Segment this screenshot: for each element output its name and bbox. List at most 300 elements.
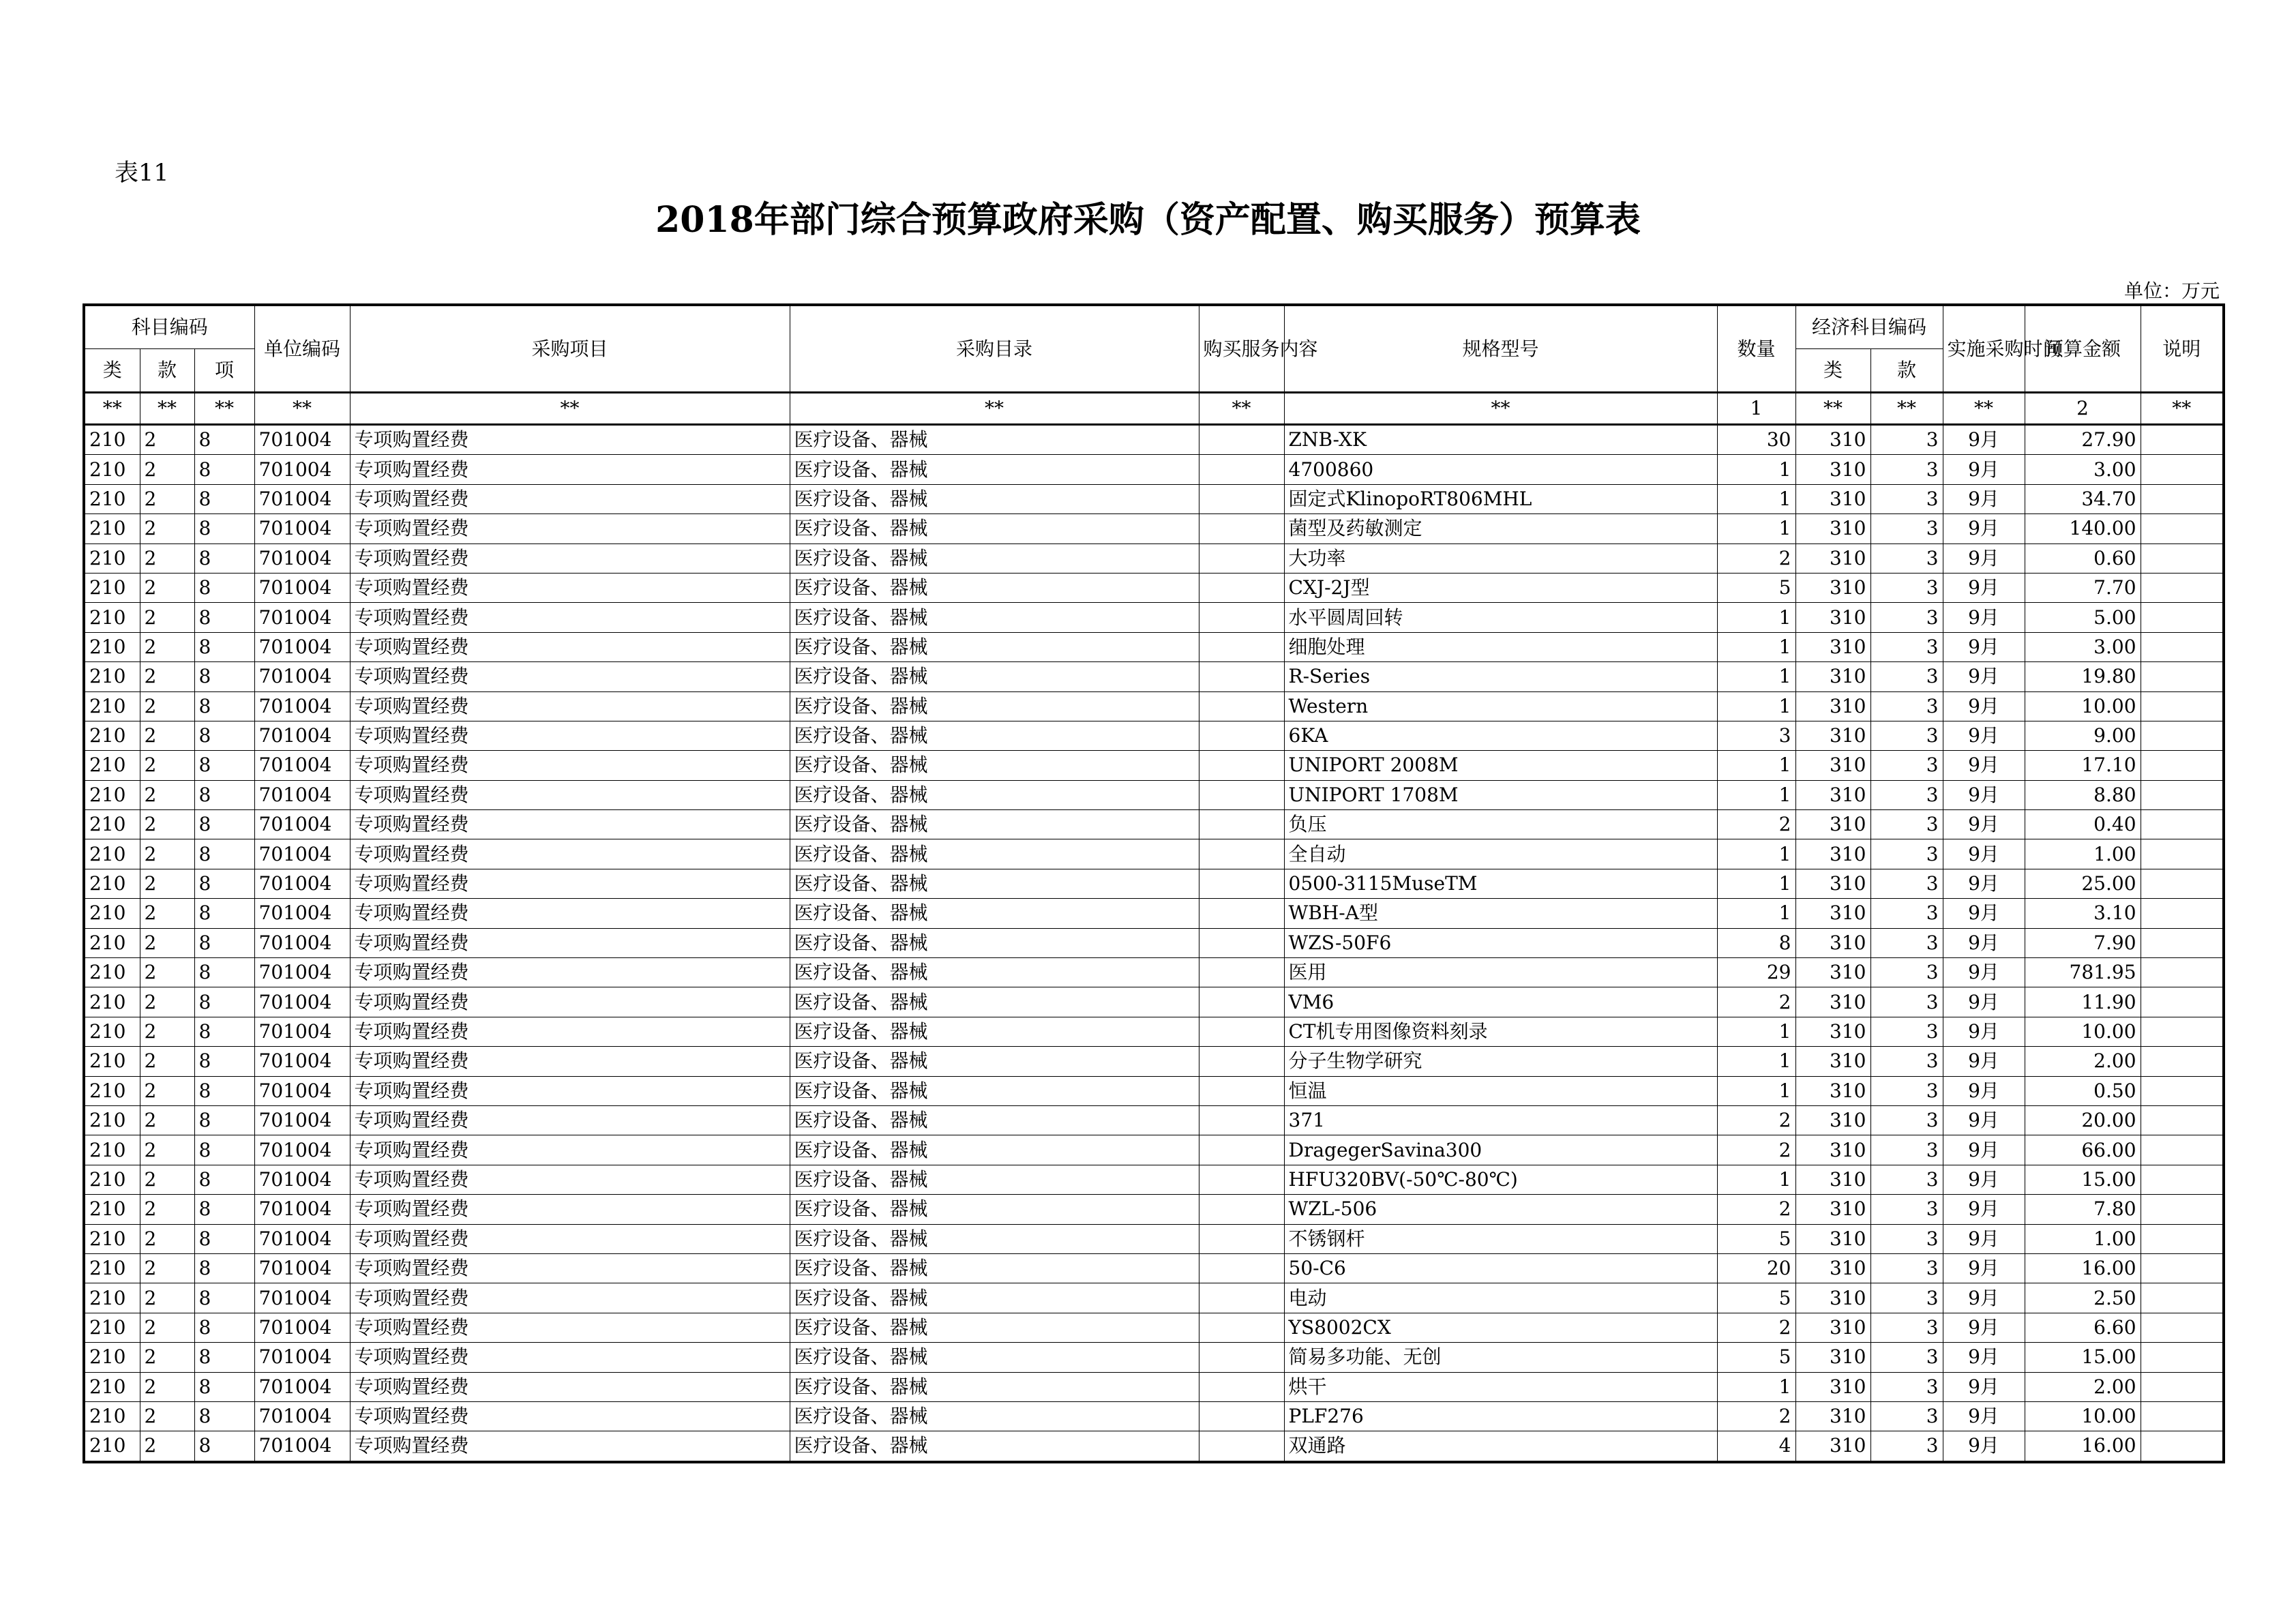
- table-row: [84, 1135, 2224, 1165]
- cell-spec: 恒温: [1284, 1076, 1717, 1105]
- cell-qty: 1: [1717, 514, 1795, 544]
- cell-project: 专项购置经费: [350, 484, 790, 513]
- cell-unit: 701004: [254, 869, 350, 898]
- cell-xiang: 8: [194, 573, 254, 602]
- cell-catalog: 医疗设备、器械: [790, 928, 1199, 957]
- cell-time: 9月: [1943, 544, 2025, 573]
- cell-econ-lei: 310: [1795, 1017, 1870, 1046]
- cell-note: [2141, 425, 2224, 455]
- column-index-cell: **: [1284, 393, 1717, 425]
- cell-kuan: 2: [140, 839, 194, 869]
- cell-spec: WZL-506: [1284, 1195, 1717, 1224]
- cell-catalog: 医疗设备、器械: [790, 632, 1199, 661]
- cell-qty: 1: [1717, 1017, 1795, 1046]
- cell-amount: 2.00: [2025, 1372, 2141, 1401]
- cell-xiang: 8: [194, 839, 254, 869]
- cell-xiang: 8: [194, 1401, 254, 1431]
- cell-qty: 1: [1717, 455, 1795, 484]
- cell-unit: 701004: [254, 1165, 350, 1194]
- cell-catalog: 医疗设备、器械: [790, 721, 1199, 750]
- cell-unit: 701004: [254, 1431, 350, 1462]
- cell-time: 9月: [1943, 1431, 2025, 1462]
- cell-project: 专项购置经费: [350, 780, 790, 809]
- cell-catalog: 医疗设备、器械: [790, 869, 1199, 898]
- cell-qty: 1: [1717, 603, 1795, 632]
- cell-unit: 701004: [254, 780, 350, 809]
- cell-catalog: 医疗设备、器械: [790, 1135, 1199, 1165]
- cell-unit: 701004: [254, 1135, 350, 1165]
- cell-amount: 0.50: [2025, 1076, 2141, 1105]
- cell-service: [1199, 721, 1284, 750]
- cell-xiang: 8: [194, 603, 254, 632]
- cell-kuan: 2: [140, 958, 194, 987]
- cell-xiang: 8: [194, 958, 254, 987]
- table-row: [84, 1343, 2224, 1372]
- cell-lei: 210: [84, 958, 140, 987]
- cell-lei: 210: [84, 899, 140, 928]
- cell-xiang: 8: [194, 544, 254, 573]
- cell-spec: DragegerSavina300: [1284, 1135, 1717, 1165]
- cell-spec: YS8002CX: [1284, 1313, 1717, 1342]
- cell-service: [1199, 691, 1284, 721]
- cell-catalog: 医疗设备、器械: [790, 958, 1199, 987]
- cell-qty: 20: [1717, 1253, 1795, 1283]
- cell-service: [1199, 455, 1284, 484]
- cell-spec: 6KA: [1284, 721, 1717, 750]
- cell-note: [2141, 780, 2224, 809]
- cell-note: [2141, 691, 2224, 721]
- cell-spec: 双通路: [1284, 1431, 1717, 1462]
- cell-qty: 2: [1717, 1105, 1795, 1135]
- cell-econ-lei: 310: [1795, 1105, 1870, 1135]
- cell-amount: 19.80: [2025, 662, 2141, 691]
- cell-spec: 水平圆周回转: [1284, 603, 1717, 632]
- cell-kuan: 2: [140, 869, 194, 898]
- cell-amount: 20.00: [2025, 1105, 2141, 1135]
- cell-time: 9月: [1943, 1283, 2025, 1313]
- cell-project: 专项购置经费: [350, 691, 790, 721]
- header-econ-lei: 类: [1795, 349, 1870, 393]
- cell-catalog: 医疗设备、器械: [790, 899, 1199, 928]
- cell-time: 9月: [1943, 484, 2025, 513]
- cell-econ-lei: 310: [1795, 632, 1870, 661]
- cell-project: 专项购置经费: [350, 869, 790, 898]
- cell-catalog: 医疗设备、器械: [790, 484, 1199, 513]
- cell-project: 专项购置经费: [350, 987, 790, 1017]
- table-row: [84, 780, 2224, 809]
- cell-spec: CXJ-2J型: [1284, 573, 1717, 602]
- cell-service: [1199, 425, 1284, 455]
- cell-lei: 210: [84, 780, 140, 809]
- cell-qty: 1: [1717, 484, 1795, 513]
- cell-unit: 701004: [254, 484, 350, 513]
- cell-lei: 210: [84, 455, 140, 484]
- cell-qty: 1: [1717, 1076, 1795, 1105]
- cell-econ-kuan: 3: [1870, 425, 1943, 455]
- cell-kuan: 2: [140, 810, 194, 839]
- cell-spec: ZNB-XK: [1284, 425, 1717, 455]
- header-spec: 规格型号: [1284, 305, 1717, 393]
- cell-project: 专项购置经费: [350, 1017, 790, 1046]
- cell-service: [1199, 1135, 1284, 1165]
- cell-note: [2141, 839, 2224, 869]
- cell-note: [2141, 928, 2224, 957]
- column-index-cell: **: [1943, 393, 2025, 425]
- cell-service: [1199, 1253, 1284, 1283]
- cell-kuan: 2: [140, 928, 194, 957]
- cell-qty: 2: [1717, 544, 1795, 573]
- cell-service: [1199, 1165, 1284, 1194]
- cell-time: 9月: [1943, 721, 2025, 750]
- cell-lei: 210: [84, 721, 140, 750]
- cell-lei: 210: [84, 603, 140, 632]
- cell-catalog: 医疗设备、器械: [790, 987, 1199, 1017]
- cell-unit: 701004: [254, 662, 350, 691]
- cell-time: 9月: [1943, 1017, 2025, 1046]
- cell-service: [1199, 839, 1284, 869]
- cell-service: [1199, 1343, 1284, 1372]
- cell-spec: R-Series: [1284, 662, 1717, 691]
- cell-econ-lei: 310: [1795, 1343, 1870, 1372]
- cell-lei: 210: [84, 1283, 140, 1313]
- header-project: 采购项目: [350, 305, 790, 393]
- cell-time: 9月: [1943, 1343, 2025, 1372]
- cell-econ-lei: 310: [1795, 603, 1870, 632]
- cell-econ-lei: 310: [1795, 958, 1870, 987]
- cell-project: 专项购置经费: [350, 928, 790, 957]
- cell-note: [2141, 1135, 2224, 1165]
- cell-xiang: 8: [194, 1195, 254, 1224]
- cell-note: [2141, 1076, 2224, 1105]
- cell-project: 专项购置经费: [350, 1431, 790, 1462]
- cell-kuan: 2: [140, 1105, 194, 1135]
- cell-kuan: 2: [140, 1165, 194, 1194]
- cell-project: 专项购置经费: [350, 632, 790, 661]
- cell-econ-kuan: 3: [1870, 1076, 1943, 1105]
- cell-lei: 210: [84, 1195, 140, 1224]
- cell-catalog: 医疗设备、器械: [790, 455, 1199, 484]
- cell-econ-kuan: 3: [1870, 1224, 1943, 1253]
- cell-service: [1199, 484, 1284, 513]
- cell-xiang: 8: [194, 899, 254, 928]
- unit-label: 单位：万元: [2123, 280, 2220, 302]
- column-index-row: [84, 393, 2224, 425]
- header-time: 实施采购时间: [1943, 305, 2025, 393]
- table-row: [84, 1224, 2224, 1253]
- cell-spec: 烘干: [1284, 1372, 1717, 1401]
- cell-time: 9月: [1943, 1313, 2025, 1342]
- header-catalog: 采购目录: [790, 305, 1199, 393]
- cell-lei: 210: [84, 751, 140, 780]
- cell-econ-kuan: 3: [1870, 810, 1943, 839]
- cell-econ-lei: 310: [1795, 455, 1870, 484]
- cell-econ-kuan: 3: [1870, 958, 1943, 987]
- cell-qty: 2: [1717, 1135, 1795, 1165]
- cell-amount: 17.10: [2025, 751, 2141, 780]
- cell-qty: 2: [1717, 987, 1795, 1017]
- cell-amount: 11.90: [2025, 987, 2141, 1017]
- cell-note: [2141, 1313, 2224, 1342]
- cell-xiang: 8: [194, 721, 254, 750]
- cell-catalog: 医疗设备、器械: [790, 514, 1199, 544]
- cell-qty: 5: [1717, 1343, 1795, 1372]
- header-note: 说明: [2141, 305, 2224, 393]
- cell-service: [1199, 603, 1284, 632]
- cell-econ-kuan: 3: [1870, 899, 1943, 928]
- header-service: 购买服务内容: [1199, 305, 1284, 393]
- cell-econ-kuan: 3: [1870, 1047, 1943, 1076]
- cell-project: 专项购置经费: [350, 1047, 790, 1076]
- cell-amount: 1.00: [2025, 1224, 2141, 1253]
- cell-project: 专项购置经费: [350, 1165, 790, 1194]
- header-lei: 类: [84, 349, 140, 393]
- cell-note: [2141, 810, 2224, 839]
- cell-econ-lei: 310: [1795, 869, 1870, 898]
- column-index-cell: **: [790, 393, 1199, 425]
- cell-note: [2141, 1165, 2224, 1194]
- cell-econ-lei: 310: [1795, 1253, 1870, 1283]
- cell-catalog: 医疗设备、器械: [790, 839, 1199, 869]
- cell-time: 9月: [1943, 1372, 2025, 1401]
- cell-spec: 菌型及药敏测定: [1284, 514, 1717, 544]
- cell-amount: 3.10: [2025, 899, 2141, 928]
- cell-kuan: 2: [140, 1076, 194, 1105]
- cell-spec: Western: [1284, 691, 1717, 721]
- cell-kuan: 2: [140, 721, 194, 750]
- cell-time: 9月: [1943, 1224, 2025, 1253]
- cell-service: [1199, 810, 1284, 839]
- column-index-cell: **: [254, 393, 350, 425]
- cell-service: [1199, 1283, 1284, 1313]
- cell-catalog: 医疗设备、器械: [790, 1076, 1199, 1105]
- cell-qty: 1: [1717, 780, 1795, 809]
- cell-time: 9月: [1943, 1401, 2025, 1431]
- cell-note: [2141, 573, 2224, 602]
- column-index-cell: **: [84, 393, 140, 425]
- cell-kuan: 2: [140, 1431, 194, 1462]
- table-row: [84, 1253, 2224, 1283]
- cell-project: 专项购置经费: [350, 514, 790, 544]
- cell-service: [1199, 928, 1284, 957]
- cell-catalog: 医疗设备、器械: [790, 1165, 1199, 1194]
- cell-time: 9月: [1943, 1165, 2025, 1194]
- cell-econ-kuan: 3: [1870, 662, 1943, 691]
- cell-amount: 0.60: [2025, 544, 2141, 573]
- cell-econ-lei: 310: [1795, 928, 1870, 957]
- cell-project: 专项购置经费: [350, 603, 790, 632]
- cell-econ-kuan: 3: [1870, 869, 1943, 898]
- cell-qty: 29: [1717, 958, 1795, 987]
- column-index-cell: **: [1795, 393, 1870, 425]
- cell-note: [2141, 484, 2224, 513]
- table-row: [84, 632, 2224, 661]
- cell-kuan: 2: [140, 544, 194, 573]
- header-subject-code: 科目编码: [84, 305, 254, 349]
- table-row: [84, 1431, 2224, 1462]
- cell-unit: 701004: [254, 1224, 350, 1253]
- cell-econ-lei: 310: [1795, 573, 1870, 602]
- cell-qty: 1: [1717, 839, 1795, 869]
- cell-spec: 50-C6: [1284, 1253, 1717, 1283]
- cell-lei: 210: [84, 1076, 140, 1105]
- cell-amount: 2.50: [2025, 1283, 2141, 1313]
- cell-xiang: 8: [194, 1372, 254, 1401]
- cell-note: [2141, 1105, 2224, 1135]
- cell-catalog: 医疗设备、器械: [790, 780, 1199, 809]
- cell-note: [2141, 721, 2224, 750]
- cell-xiang: 8: [194, 1165, 254, 1194]
- cell-kuan: 2: [140, 1343, 194, 1372]
- cell-kuan: 2: [140, 1313, 194, 1342]
- cell-time: 9月: [1943, 632, 2025, 661]
- cell-xiang: 8: [194, 1343, 254, 1372]
- cell-service: [1199, 662, 1284, 691]
- cell-service: [1199, 632, 1284, 661]
- column-index-cell: **: [1199, 393, 1284, 425]
- cell-amount: 5.00: [2025, 603, 2141, 632]
- cell-spec: 医用: [1284, 958, 1717, 987]
- cell-amount: 9.00: [2025, 721, 2141, 750]
- cell-note: [2141, 899, 2224, 928]
- cell-service: [1199, 1076, 1284, 1105]
- cell-lei: 210: [84, 573, 140, 602]
- table-row: [84, 987, 2224, 1017]
- table-row: [84, 721, 2224, 750]
- cell-xiang: 8: [194, 1313, 254, 1342]
- cell-catalog: 医疗设备、器械: [790, 1047, 1199, 1076]
- cell-unit: 701004: [254, 1105, 350, 1135]
- cell-spec: 4700860: [1284, 455, 1717, 484]
- cell-amount: 7.90: [2025, 928, 2141, 957]
- cell-econ-kuan: 3: [1870, 928, 1943, 957]
- cell-spec: CT机专用图像资料刻录: [1284, 1017, 1717, 1046]
- cell-spec: 电动: [1284, 1283, 1717, 1313]
- cell-xiang: 8: [194, 751, 254, 780]
- cell-unit: 701004: [254, 928, 350, 957]
- cell-econ-lei: 310: [1795, 1165, 1870, 1194]
- cell-qty: 1: [1717, 751, 1795, 780]
- cell-qty: 2: [1717, 810, 1795, 839]
- table-row: [84, 425, 2224, 455]
- table-row: [84, 1105, 2224, 1135]
- cell-time: 9月: [1943, 899, 2025, 928]
- cell-kuan: 2: [140, 1372, 194, 1401]
- cell-project: 专项购置经费: [350, 1343, 790, 1372]
- column-index-cell: **: [2141, 393, 2224, 425]
- cell-time: 9月: [1943, 1047, 2025, 1076]
- cell-kuan: 2: [140, 484, 194, 513]
- cell-amount: 7.70: [2025, 573, 2141, 602]
- cell-qty: 3: [1717, 721, 1795, 750]
- cell-kuan: 2: [140, 603, 194, 632]
- cell-catalog: 医疗设备、器械: [790, 1343, 1199, 1372]
- cell-econ-lei: 310: [1795, 544, 1870, 573]
- table-row: [84, 810, 2224, 839]
- cell-amount: 27.90: [2025, 425, 2141, 455]
- cell-spec: UNIPORT 1708M: [1284, 780, 1717, 809]
- cell-note: [2141, 1401, 2224, 1431]
- cell-xiang: 8: [194, 1253, 254, 1283]
- cell-catalog: 医疗设备、器械: [790, 1401, 1199, 1431]
- cell-lei: 210: [84, 1224, 140, 1253]
- cell-note: [2141, 662, 2224, 691]
- cell-econ-lei: 310: [1795, 1401, 1870, 1431]
- cell-econ-lei: 310: [1795, 1076, 1870, 1105]
- table-row: [84, 839, 2224, 869]
- cell-service: [1199, 1313, 1284, 1342]
- cell-unit: 701004: [254, 603, 350, 632]
- cell-time: 9月: [1943, 1105, 2025, 1135]
- cell-time: 9月: [1943, 751, 2025, 780]
- table-row: [84, 869, 2224, 898]
- cell-qty: 5: [1717, 1283, 1795, 1313]
- cell-xiang: 8: [194, 1105, 254, 1135]
- cell-catalog: 医疗设备、器械: [790, 1105, 1199, 1135]
- cell-service: [1199, 751, 1284, 780]
- cell-lei: 210: [84, 928, 140, 957]
- column-index-cell: **: [350, 393, 790, 425]
- cell-qty: 1: [1717, 662, 1795, 691]
- cell-project: 专项购置经费: [350, 1401, 790, 1431]
- cell-econ-kuan: 3: [1870, 839, 1943, 869]
- header-econ-code: 经济科目编码: [1795, 305, 1943, 349]
- cell-project: 专项购置经费: [350, 573, 790, 602]
- cell-note: [2141, 1224, 2224, 1253]
- cell-project: 专项购置经费: [350, 1195, 790, 1224]
- column-index-cell: **: [1870, 393, 1943, 425]
- cell-qty: 2: [1717, 1401, 1795, 1431]
- cell-time: 9月: [1943, 1076, 2025, 1105]
- cell-xiang: 8: [194, 780, 254, 809]
- cell-qty: 5: [1717, 573, 1795, 602]
- cell-note: [2141, 869, 2224, 898]
- cell-service: [1199, 1401, 1284, 1431]
- cell-amount: 8.80: [2025, 780, 2141, 809]
- cell-econ-kuan: 3: [1870, 1431, 1943, 1462]
- table-row: [84, 958, 2224, 987]
- cell-amount: 1.00: [2025, 839, 2141, 869]
- cell-qty: 1: [1717, 1372, 1795, 1401]
- cell-econ-kuan: 3: [1870, 1195, 1943, 1224]
- column-index-cell: 1: [1717, 393, 1795, 425]
- cell-project: 专项购置经费: [350, 958, 790, 987]
- cell-lei: 210: [84, 514, 140, 544]
- cell-econ-lei: 310: [1795, 1135, 1870, 1165]
- cell-unit: 701004: [254, 751, 350, 780]
- cell-spec: 简易多功能、无创: [1284, 1343, 1717, 1372]
- cell-econ-kuan: 3: [1870, 1253, 1943, 1283]
- cell-econ-lei: 310: [1795, 751, 1870, 780]
- cell-time: 9月: [1943, 780, 2025, 809]
- cell-spec: 不锈钢杆: [1284, 1224, 1717, 1253]
- cell-project: 专项购置经费: [350, 721, 790, 750]
- cell-lei: 210: [84, 987, 140, 1017]
- cell-amount: 3.00: [2025, 455, 2141, 484]
- cell-spec: 负压: [1284, 810, 1717, 839]
- cell-catalog: 医疗设备、器械: [790, 544, 1199, 573]
- cell-qty: 2: [1717, 1195, 1795, 1224]
- cell-catalog: 医疗设备、器械: [790, 425, 1199, 455]
- cell-econ-lei: 310: [1795, 1431, 1870, 1462]
- cell-time: 9月: [1943, 958, 2025, 987]
- cell-econ-kuan: 3: [1870, 544, 1943, 573]
- cell-econ-lei: 310: [1795, 810, 1870, 839]
- cell-unit: 701004: [254, 1372, 350, 1401]
- cell-service: [1199, 958, 1284, 987]
- cell-service: [1199, 899, 1284, 928]
- cell-amount: 16.00: [2025, 1253, 2141, 1283]
- cell-qty: 1: [1717, 869, 1795, 898]
